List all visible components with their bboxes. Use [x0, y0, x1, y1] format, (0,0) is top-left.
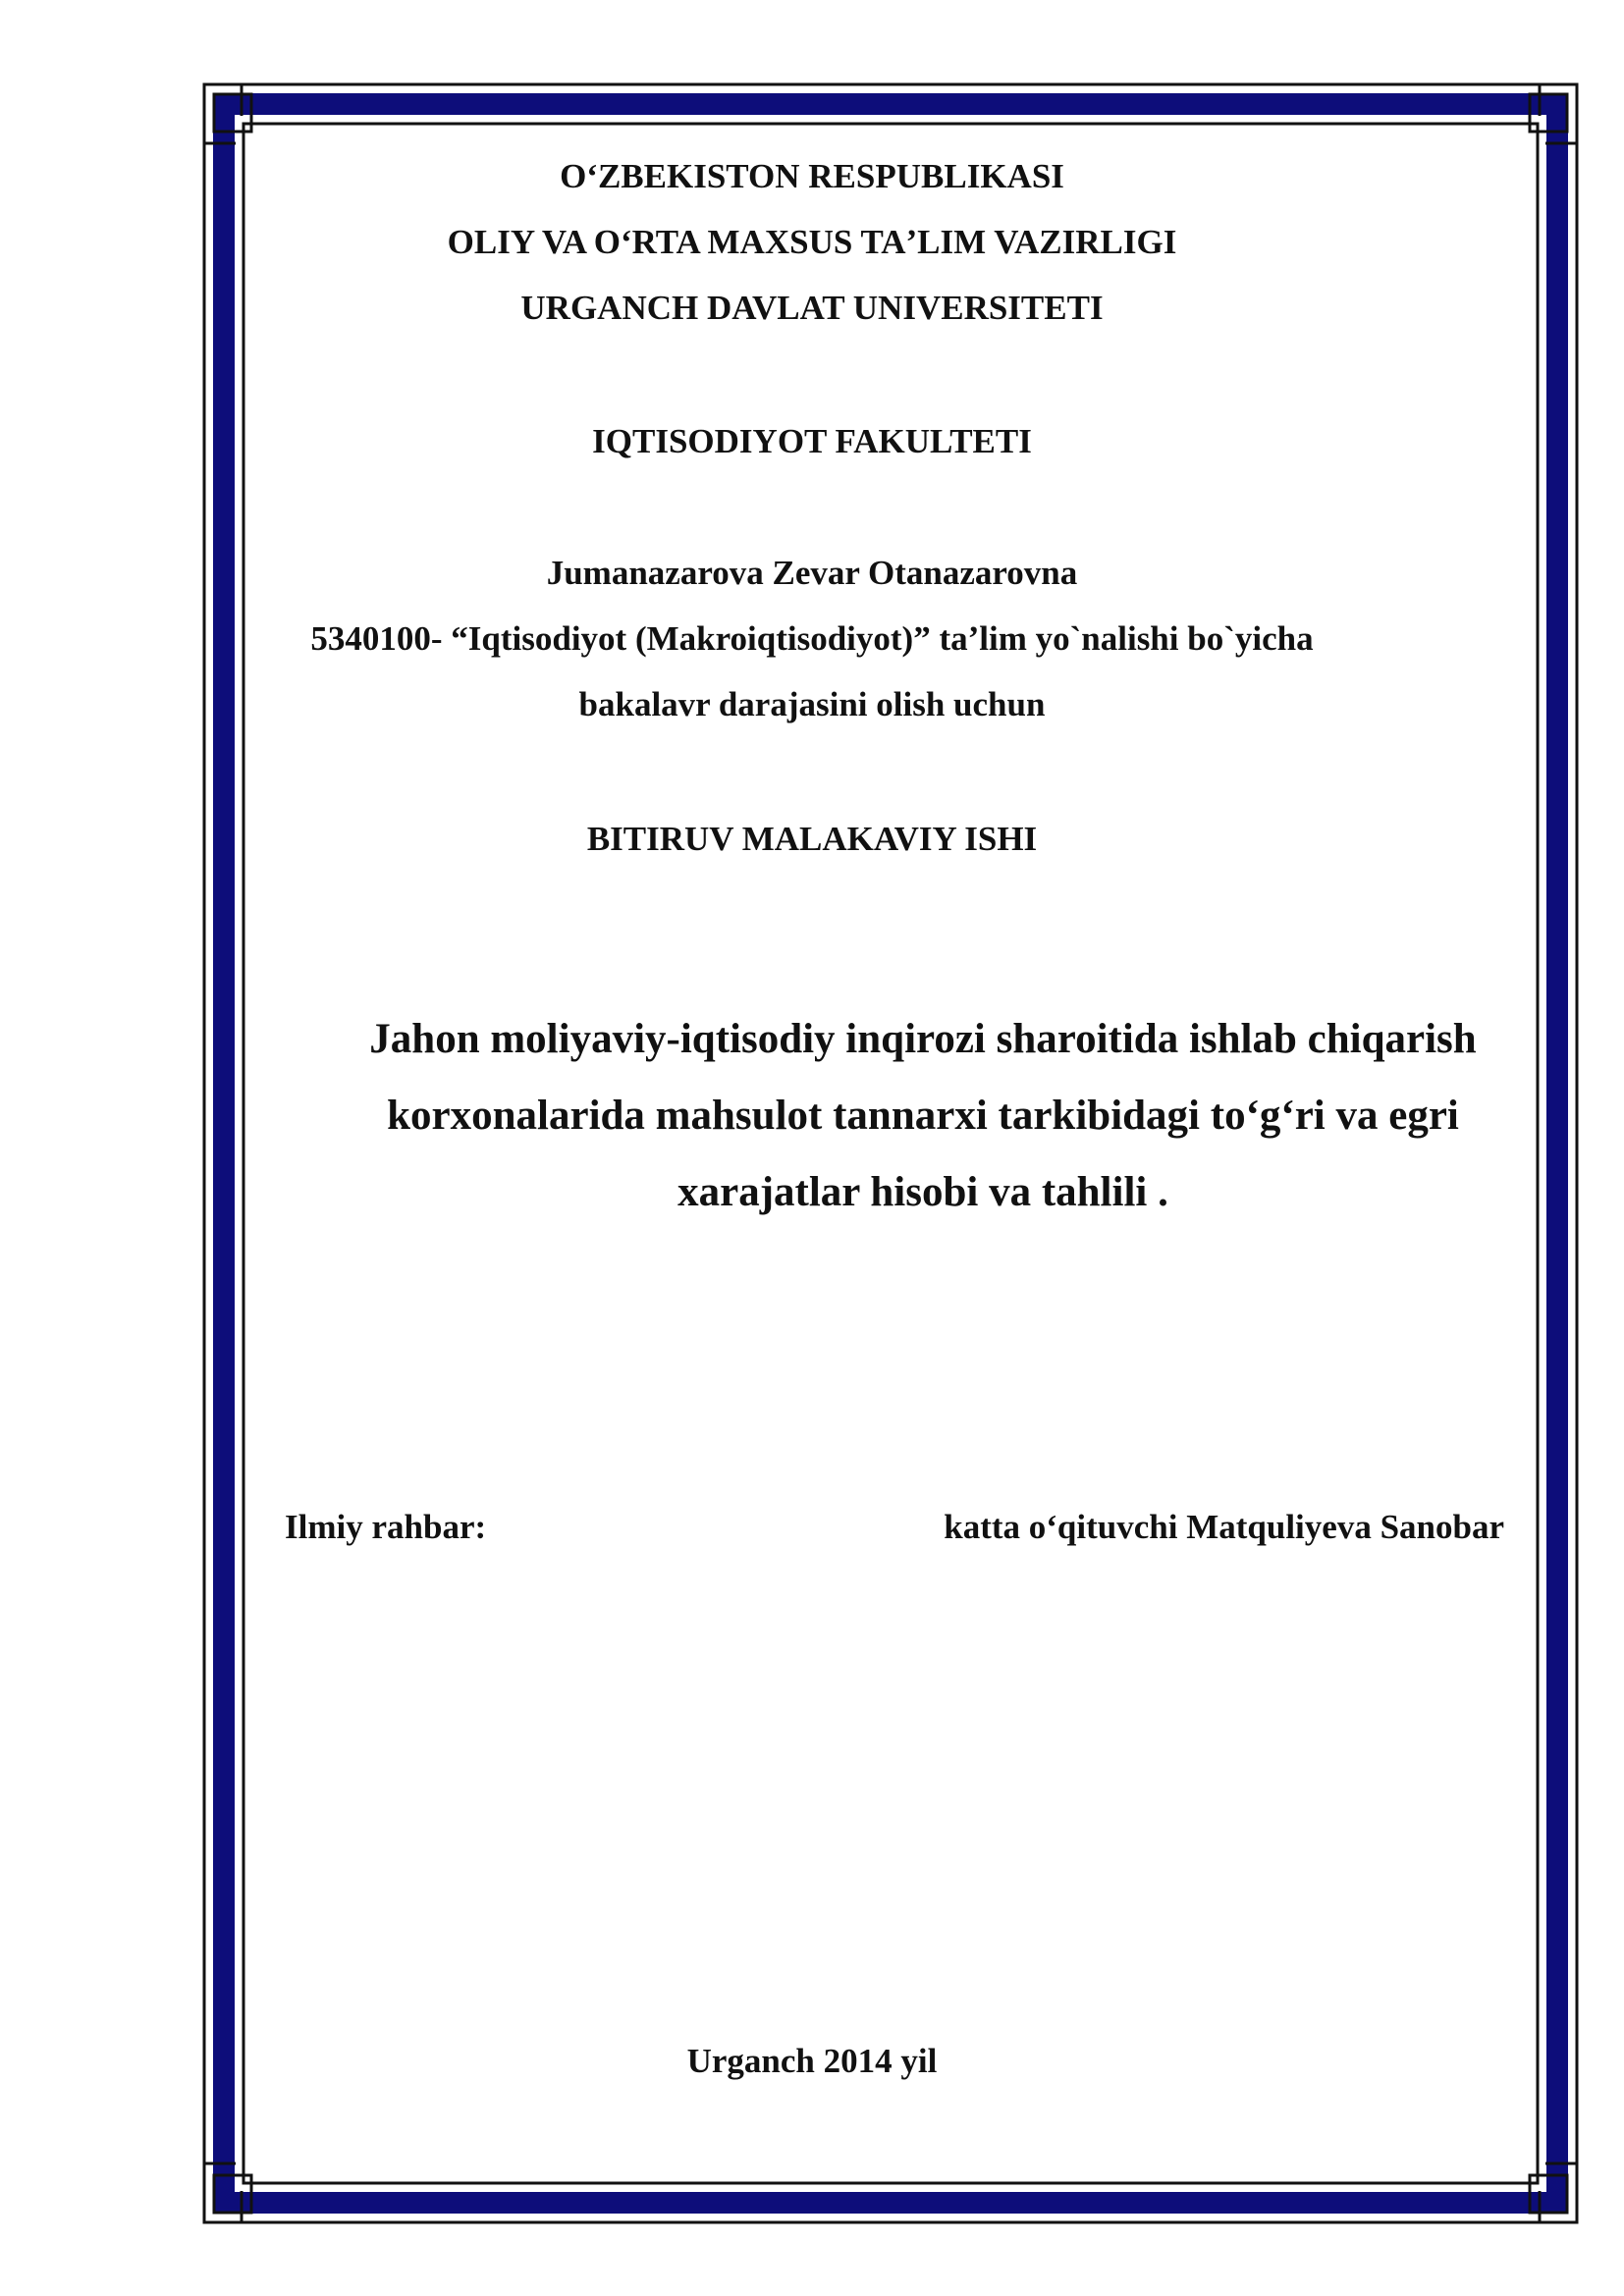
country-heading: OʻZBEKISTON RESPUBLIKASI	[560, 157, 1064, 195]
supervisor-label: Ilmiy rahbar:	[285, 1508, 487, 1546]
degree-purpose-line: bakalavr darajasini olish uchun	[578, 685, 1046, 723]
thesis-title-line-1: Jahon moliyaviy-iqtisodiy inqirozi sharoitida ishlab chiqarish	[369, 1016, 1477, 1062]
university-heading: URGANCH DAVLAT UNIVERSITETI	[520, 289, 1104, 327]
thesis-title-line-2: korxonalarida mahsulot tannarxi tarkibidagi toʻgʻri va egri	[387, 1093, 1459, 1139]
supervisor-name: katta oʻqituvchi Matquliyeva Sanobar	[944, 1508, 1504, 1546]
author-name: Jumanazarova Zevar Otanazarovna	[546, 554, 1078, 592]
faculty-heading: IQTISODIYOT FAKULTETI	[592, 422, 1032, 460]
work-type-heading: BITIRUV MALAKAVIY ISHI	[586, 820, 1038, 858]
thesis-title-line-3: xarajatlar hisobi va tahlili .	[677, 1169, 1168, 1215]
place-year: Urganch 2014 yil	[686, 2042, 938, 2080]
specialty-line: 5340100- “Iqtisodiyot (Makroiqtisodiyot)” taʼlim yo`nalishi bo`yicha	[310, 619, 1314, 658]
ministry-heading: OLIY VA OʻRTA MAXSUS TAʼLIM VAZIRLIGI	[447, 223, 1177, 261]
thesis-title	[295, 1001, 1551, 1231]
